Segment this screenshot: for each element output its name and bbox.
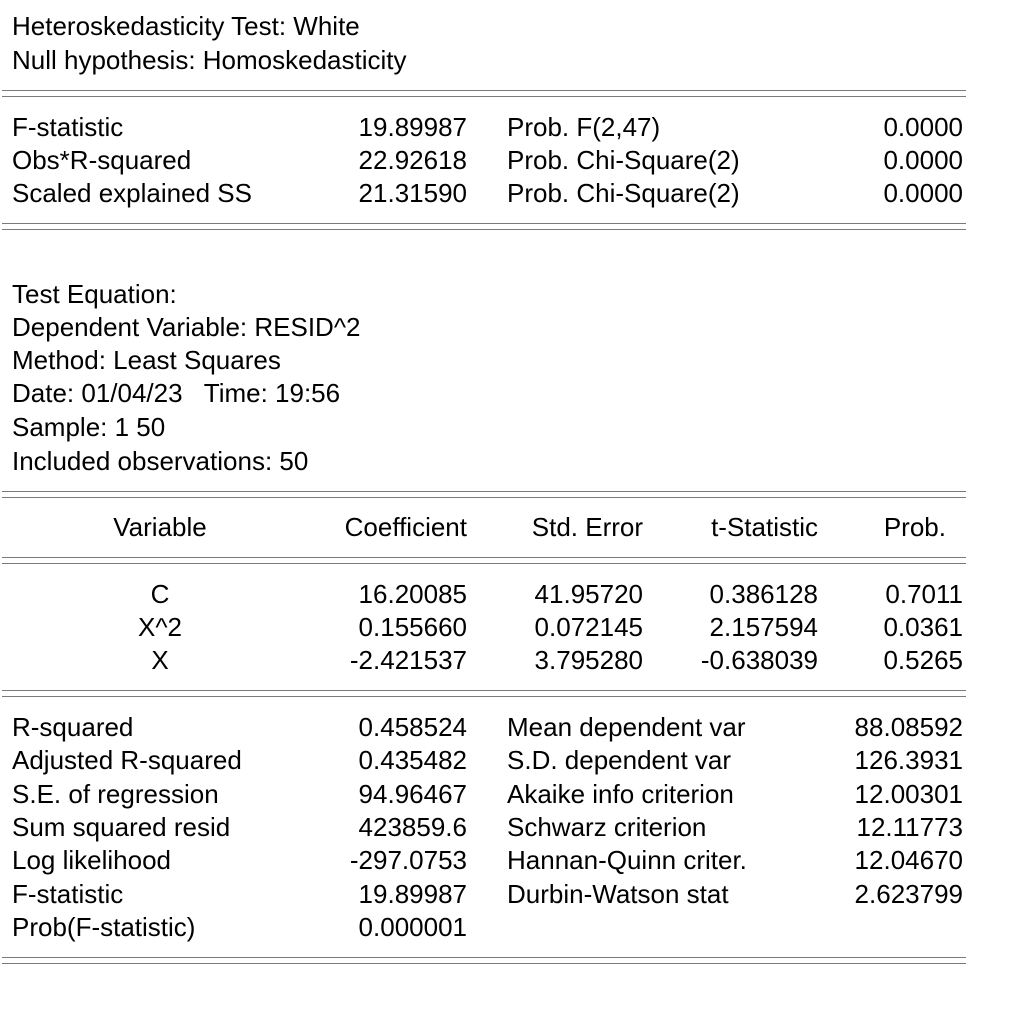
t-statistic: 0.386128 — [709, 579, 818, 609]
summary-row — [0, 844, 1024, 877]
table-row — [0, 611, 1024, 644]
divider — [2, 696, 966, 697]
summary-label-right: Akaike info criterion — [507, 779, 734, 809]
std-error: 3.795280 — [534, 645, 643, 675]
summary-value-right: 88.08592 — [854, 712, 963, 742]
prob-label: Prob. Chi-Square(2) — [507, 178, 740, 208]
prob-value: 0.0000 — [883, 178, 963, 208]
included-observations: Included observations: 50 — [12, 446, 309, 476]
divider — [2, 223, 966, 224]
test-stat-row — [0, 177, 1024, 210]
t-statistic: -0.638039 — [700, 645, 818, 675]
table-row — [0, 578, 1024, 611]
divider — [2, 957, 966, 958]
summary-row — [0, 778, 1024, 811]
divider — [2, 229, 966, 230]
std-error: 0.072145 — [534, 612, 643, 642]
summary-value-right: 12.00301 — [854, 779, 963, 809]
stat-label: Scaled explained SS — [12, 178, 252, 208]
test-stat-row — [0, 111, 1024, 144]
prob: 0.5265 — [883, 645, 963, 675]
divider — [2, 90, 966, 91]
prob-value: 0.0000 — [883, 112, 963, 142]
method: Method: Least Squares — [12, 345, 281, 375]
dependent-variable: Dependent Variable: RESID^2 — [12, 312, 361, 342]
summary-value-right: 12.11773 — [856, 812, 963, 842]
stat-value: 19.89987 — [358, 112, 467, 142]
coefficient: -2.421537 — [349, 645, 467, 675]
prob: 0.7011 — [885, 579, 963, 609]
header-coefficient: Coefficient — [344, 512, 467, 542]
summary-value: 19.89987 — [358, 879, 467, 909]
coef-table-header — [0, 511, 1024, 544]
summary-label: Adjusted R-squared — [12, 745, 242, 775]
summary-label-right: Durbin-Watson stat — [507, 879, 729, 909]
summary-value: 0.435482 — [358, 745, 467, 775]
prob: 0.0361 — [883, 612, 963, 642]
summary-value-right: 126.3931 — [854, 745, 963, 775]
divider — [2, 491, 966, 492]
sample: Sample: 1 50 — [12, 412, 166, 442]
header-t-statistic: t-Statistic — [711, 512, 818, 542]
header-variable: Variable — [113, 512, 207, 542]
summary-label-right: S.D. dependent var — [507, 745, 732, 775]
stat-value: 21.31590 — [358, 178, 467, 208]
summary-value: 94.96467 — [358, 779, 467, 809]
divider — [2, 563, 966, 564]
summary-value: -297.0753 — [349, 845, 467, 875]
prob-label: Prob. Chi-Square(2) — [507, 145, 740, 175]
header-std-error: Std. Error — [531, 512, 643, 542]
summary-row — [0, 911, 1024, 944]
summary-label-right: Schwarz criterion — [507, 812, 707, 842]
test-title: Heteroskedasticity Test: White — [12, 11, 360, 41]
std-error: 41.95720 — [534, 579, 643, 609]
summary-value: 0.458524 — [358, 712, 467, 742]
prob-value: 0.0000 — [883, 145, 963, 175]
divider — [2, 497, 966, 498]
summary-label: Sum squared resid — [12, 812, 231, 842]
summary-value: 0.000001 — [358, 912, 467, 942]
coefficient: 0.155660 — [358, 612, 467, 642]
summary-row — [0, 878, 1024, 911]
summary-label-right: Mean dependent var — [507, 712, 746, 742]
summary-row — [0, 744, 1024, 777]
summary-label: F-statistic — [12, 879, 124, 909]
summary-label: R-squared — [12, 712, 134, 742]
header-prob: Prob. — [883, 512, 946, 542]
variable-name: X — [151, 645, 169, 675]
summary-value-right: 2.623799 — [854, 879, 963, 909]
divider — [2, 557, 966, 558]
t-statistic: 2.157594 — [709, 612, 818, 642]
null-hypothesis: Null hypothesis: Homoskedasticity — [12, 45, 407, 75]
divider — [2, 963, 966, 964]
summary-label: S.E. of regression — [12, 779, 219, 809]
summary-label-right: Hannan-Quinn criter. — [507, 845, 747, 875]
summary-value: 423859.6 — [358, 812, 467, 842]
coefficient: 16.20085 — [358, 579, 467, 609]
variable-name: C — [150, 579, 170, 609]
summary-row — [0, 811, 1024, 844]
stat-label: Obs*R-squared — [12, 145, 192, 175]
table-row — [0, 644, 1024, 677]
divider — [2, 690, 966, 691]
date-time: Date: 01/04/23 Time: 19:56 — [12, 378, 341, 408]
test-stat-row — [0, 144, 1024, 177]
summary-label: Log likelihood — [12, 845, 172, 875]
test-equation-label: Test Equation: — [12, 279, 177, 309]
stat-label: F-statistic — [12, 112, 124, 142]
summary-label: Prob(F-statistic) — [12, 912, 196, 942]
summary-value-right: 12.04670 — [854, 845, 963, 875]
divider — [2, 96, 966, 97]
prob-label: Prob. F(2,47) — [507, 112, 661, 142]
summary-row — [0, 711, 1024, 744]
variable-name: X^2 — [137, 612, 182, 642]
stat-value: 22.92618 — [358, 145, 467, 175]
